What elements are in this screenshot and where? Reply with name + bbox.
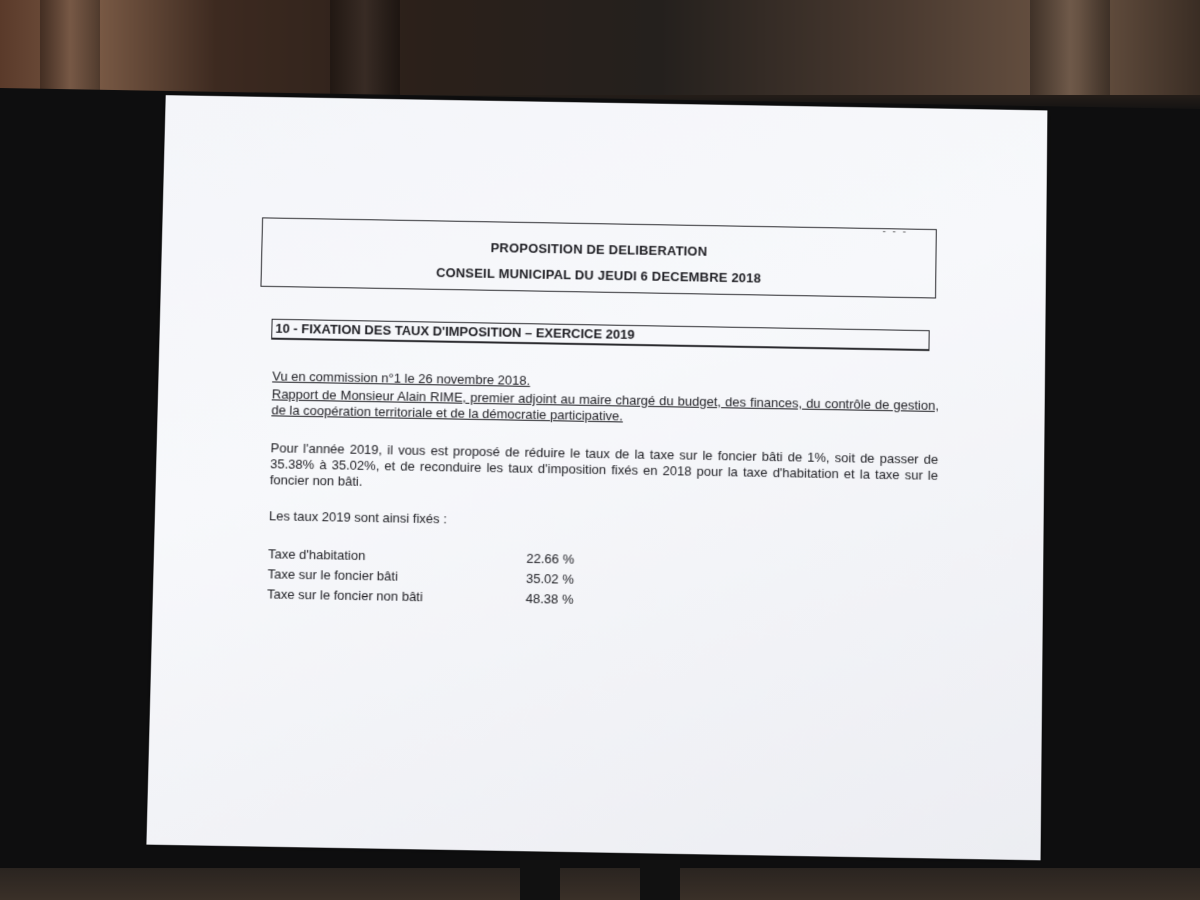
- meeting-date-heading: CONSEIL MUNICIPAL DU JEUDI 6 DECEMBRE 2018: [435, 264, 762, 286]
- proposal-paragraph: Pour l'année 2019, il vous est proposé de réduire le taux de la taxe sur le foncier bâti de 1%, soit de passer de 35.38% à 35.02%, et de reconduire les taux d'imposition fixés en 2018 pour la taxe d'habitation et la taxe sur le foncier non bâti.: [269, 440, 939, 489]
- section-title: 10 - FIXATION DES TAUX D'IMPOSITION – EXERCICE 2019: [275, 320, 635, 342]
- curtain-fold: [1030, 0, 1110, 95]
- document-title: PROPOSITION DE DELIBERATION: [490, 240, 708, 259]
- curtain-fold: [40, 0, 100, 95]
- rates-intro: Les taux 2019 sont ainsi fixés :: [268, 508, 448, 527]
- monitor-stand: [640, 860, 680, 900]
- projected-document: [146, 95, 1047, 860]
- tax-rate: 35.02 %: [525, 570, 574, 587]
- tax-rate: 22.66 %: [526, 550, 575, 567]
- section-title-box: [271, 319, 930, 351]
- tax-label: Taxe d'habitation: [267, 546, 366, 564]
- header-box: [260, 217, 936, 298]
- rapport-paragraph: Rapport de Monsieur Alain RIME, premier adjoint au maire chargé du budget, des finances, du contrôle de gestion, de la coopération territoriale et de la démocratie participative.: [271, 386, 939, 424]
- monitor-stand: [520, 860, 560, 900]
- scan-marks: - - -: [882, 226, 908, 238]
- tax-label: Taxe sur le foncier bâti: [267, 566, 399, 584]
- wall-background: [0, 0, 1200, 95]
- commission-line: Vu en commission n°1 le 26 novembre 2018.: [272, 368, 531, 388]
- tax-rate: 48.38 %: [525, 590, 574, 607]
- curtain-fold: [330, 0, 400, 95]
- floor: [0, 868, 1200, 900]
- tax-label: Taxe sur le foncier non bâti: [266, 586, 423, 605]
